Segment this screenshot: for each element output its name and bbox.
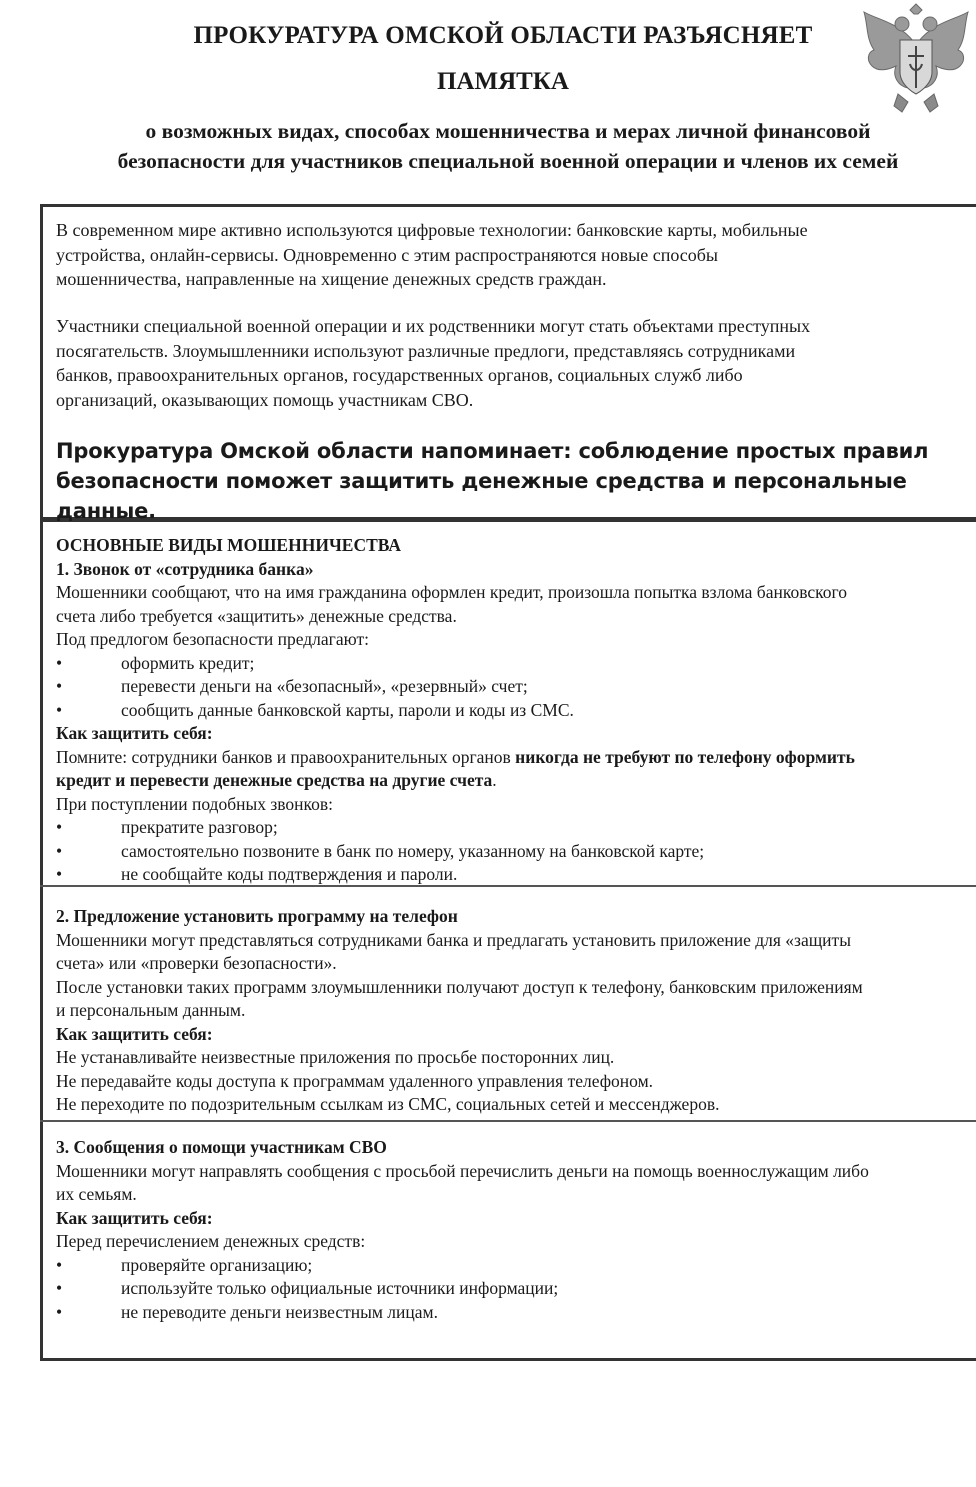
text-line: Не устанавливайте неизвестные приложения по просьбе посторонних лиц. — [56, 1047, 615, 1067]
subtitle-line: безопасности для участников специальной военной операции и членов их семей — [117, 149, 899, 173]
list-item: • сообщить данные банковской карты, пароли и коды из СМС. — [56, 699, 976, 723]
protect-label: Как защитить себя: — [56, 1207, 213, 1228]
double-headed-eagle-emblem-icon — [858, 2, 974, 114]
protect-label: Как защитить себя: — [56, 1023, 213, 1044]
text-line: Не передавайте коды доступа к программам удаленного управления телефоном. — [56, 1070, 654, 1091]
list-item: • самостоятельно позвоните в банк по номеру, указанному на банковской карте; — [56, 840, 976, 864]
protect-text: Помните: сотрудники банков и правоохранительных органов — [56, 746, 516, 767]
text-line: устройства, онлайн-сервисы. Одновременно с этим распространяются новые способы — [56, 244, 719, 265]
text-line: и персональным данным. — [56, 1000, 246, 1020]
text-line — [56, 746, 976, 770]
list-item: • проверяйте организацию; — [56, 1254, 976, 1278]
protect-text: . — [492, 770, 497, 790]
subtitle-line: о возможных видах, способах мошенничества и мерах личной финансовой — [145, 119, 871, 143]
text-line: Мошенники сообщают, что на имя гражданина оформлен кредит, произошла попытка взлома банковского — [56, 582, 847, 602]
section-title: 1. Звонок от «сотрудника банка» — [56, 558, 314, 579]
protect-bold-text: никогда не требуют по телефону оформить — [515, 746, 855, 767]
text-line: банков, правоохранительных органов, государственных органов, социальных служб либо — [56, 365, 743, 385]
text-line: Под предлогом безопасности предлагают: — [56, 629, 369, 649]
fraud-section-2 — [56, 905, 976, 1117]
text-line: При поступлении подобных звонков: — [56, 793, 334, 814]
list-item: • не переводите деньги неизвестным лицам. — [56, 1301, 976, 1325]
document-subtitle — [0, 116, 976, 176]
text-line: После установки таких программ злоумышленники получают доступ к телефону, банковским приложениям — [56, 976, 863, 997]
bullet-list — [56, 816, 976, 887]
protect-label: Как защитить себя: — [56, 723, 213, 743]
list-item: • не сообщайте коды подтверждения и пароли. — [56, 863, 976, 887]
list-item: • прекратите разговор; — [56, 816, 976, 840]
section-title: 2. Предложение установить программу на телефон — [56, 906, 458, 926]
text-line — [56, 769, 976, 793]
intro-paragraph-2 — [56, 314, 976, 412]
prosecutor-reminder — [56, 436, 976, 526]
text-line: мошенничества, направленные на хищение денежных средств граждан. — [56, 269, 607, 289]
text-line: В современном мире активно используются цифровые технологии: банковские карты, мобильные — [56, 220, 808, 240]
protect-bold-text: кредит и перевести денежные средства на другие счета — [56, 770, 493, 790]
section-divider — [40, 1120, 976, 1122]
bullet-list — [56, 652, 976, 723]
agency-title: ПРОКУРАТУРА ОМСКОЙ ОБЛАСТИ РАЗЪЯСНЯЕТ — [193, 22, 813, 49]
list-item: • перевести деньги на «безопасный», «резервный» счет; — [56, 675, 976, 699]
text-line: Перед перечислением денежных средств: — [56, 1231, 366, 1251]
text-line: Не переходите по подозрительным ссылкам из СМС, социальных сетей и мессенджеров. — [56, 1094, 720, 1114]
intro-paragraph-1 — [56, 218, 976, 292]
fraud-section-1 — [56, 534, 976, 887]
text-line: Мошенники могут представляться сотрудниками банка и предлагать установить приложение для «защиты — [56, 929, 851, 950]
reminder-line: безопасности поможет защитить денежные средства и персональные данные. — [56, 469, 907, 523]
list-item: • используйте только официальные источники информации; — [56, 1277, 976, 1301]
fraud-section-3 — [56, 1136, 976, 1324]
text-line: Участники специальной военной операции и их родственники могут стать объектами преступных — [56, 316, 811, 336]
text-line: счета либо требуется «защитить» денежные средства. — [56, 605, 457, 626]
text-line: Мошенники могут направлять сообщения с просьбой перечислить деньги на помощь военнослужащим либо — [56, 1160, 869, 1181]
bullet-list — [56, 1254, 976, 1325]
reminder-line: Прокуратура Омской области напоминает: соблюдение простых правил — [56, 439, 929, 463]
text-line: организаций, оказывающих помощь участникам СВО. — [56, 389, 474, 410]
text-line: их семьям. — [56, 1184, 137, 1204]
text-line: посягательств. Злоумышленники используют различные предлоги, представляясь сотрудниками — [56, 340, 796, 361]
fraud-types-heading: ОСНОВНЫЕ ВИДЫ МОШЕННИЧЕСТВА — [56, 535, 401, 555]
section-title: 3. Сообщения о помощи участникам СВО — [56, 1137, 387, 1157]
text-line: счета» или «проверки безопасности». — [56, 953, 337, 973]
list-item: • оформить кредит; — [56, 652, 976, 676]
document-type-title: ПАМЯТКА — [436, 68, 569, 95]
